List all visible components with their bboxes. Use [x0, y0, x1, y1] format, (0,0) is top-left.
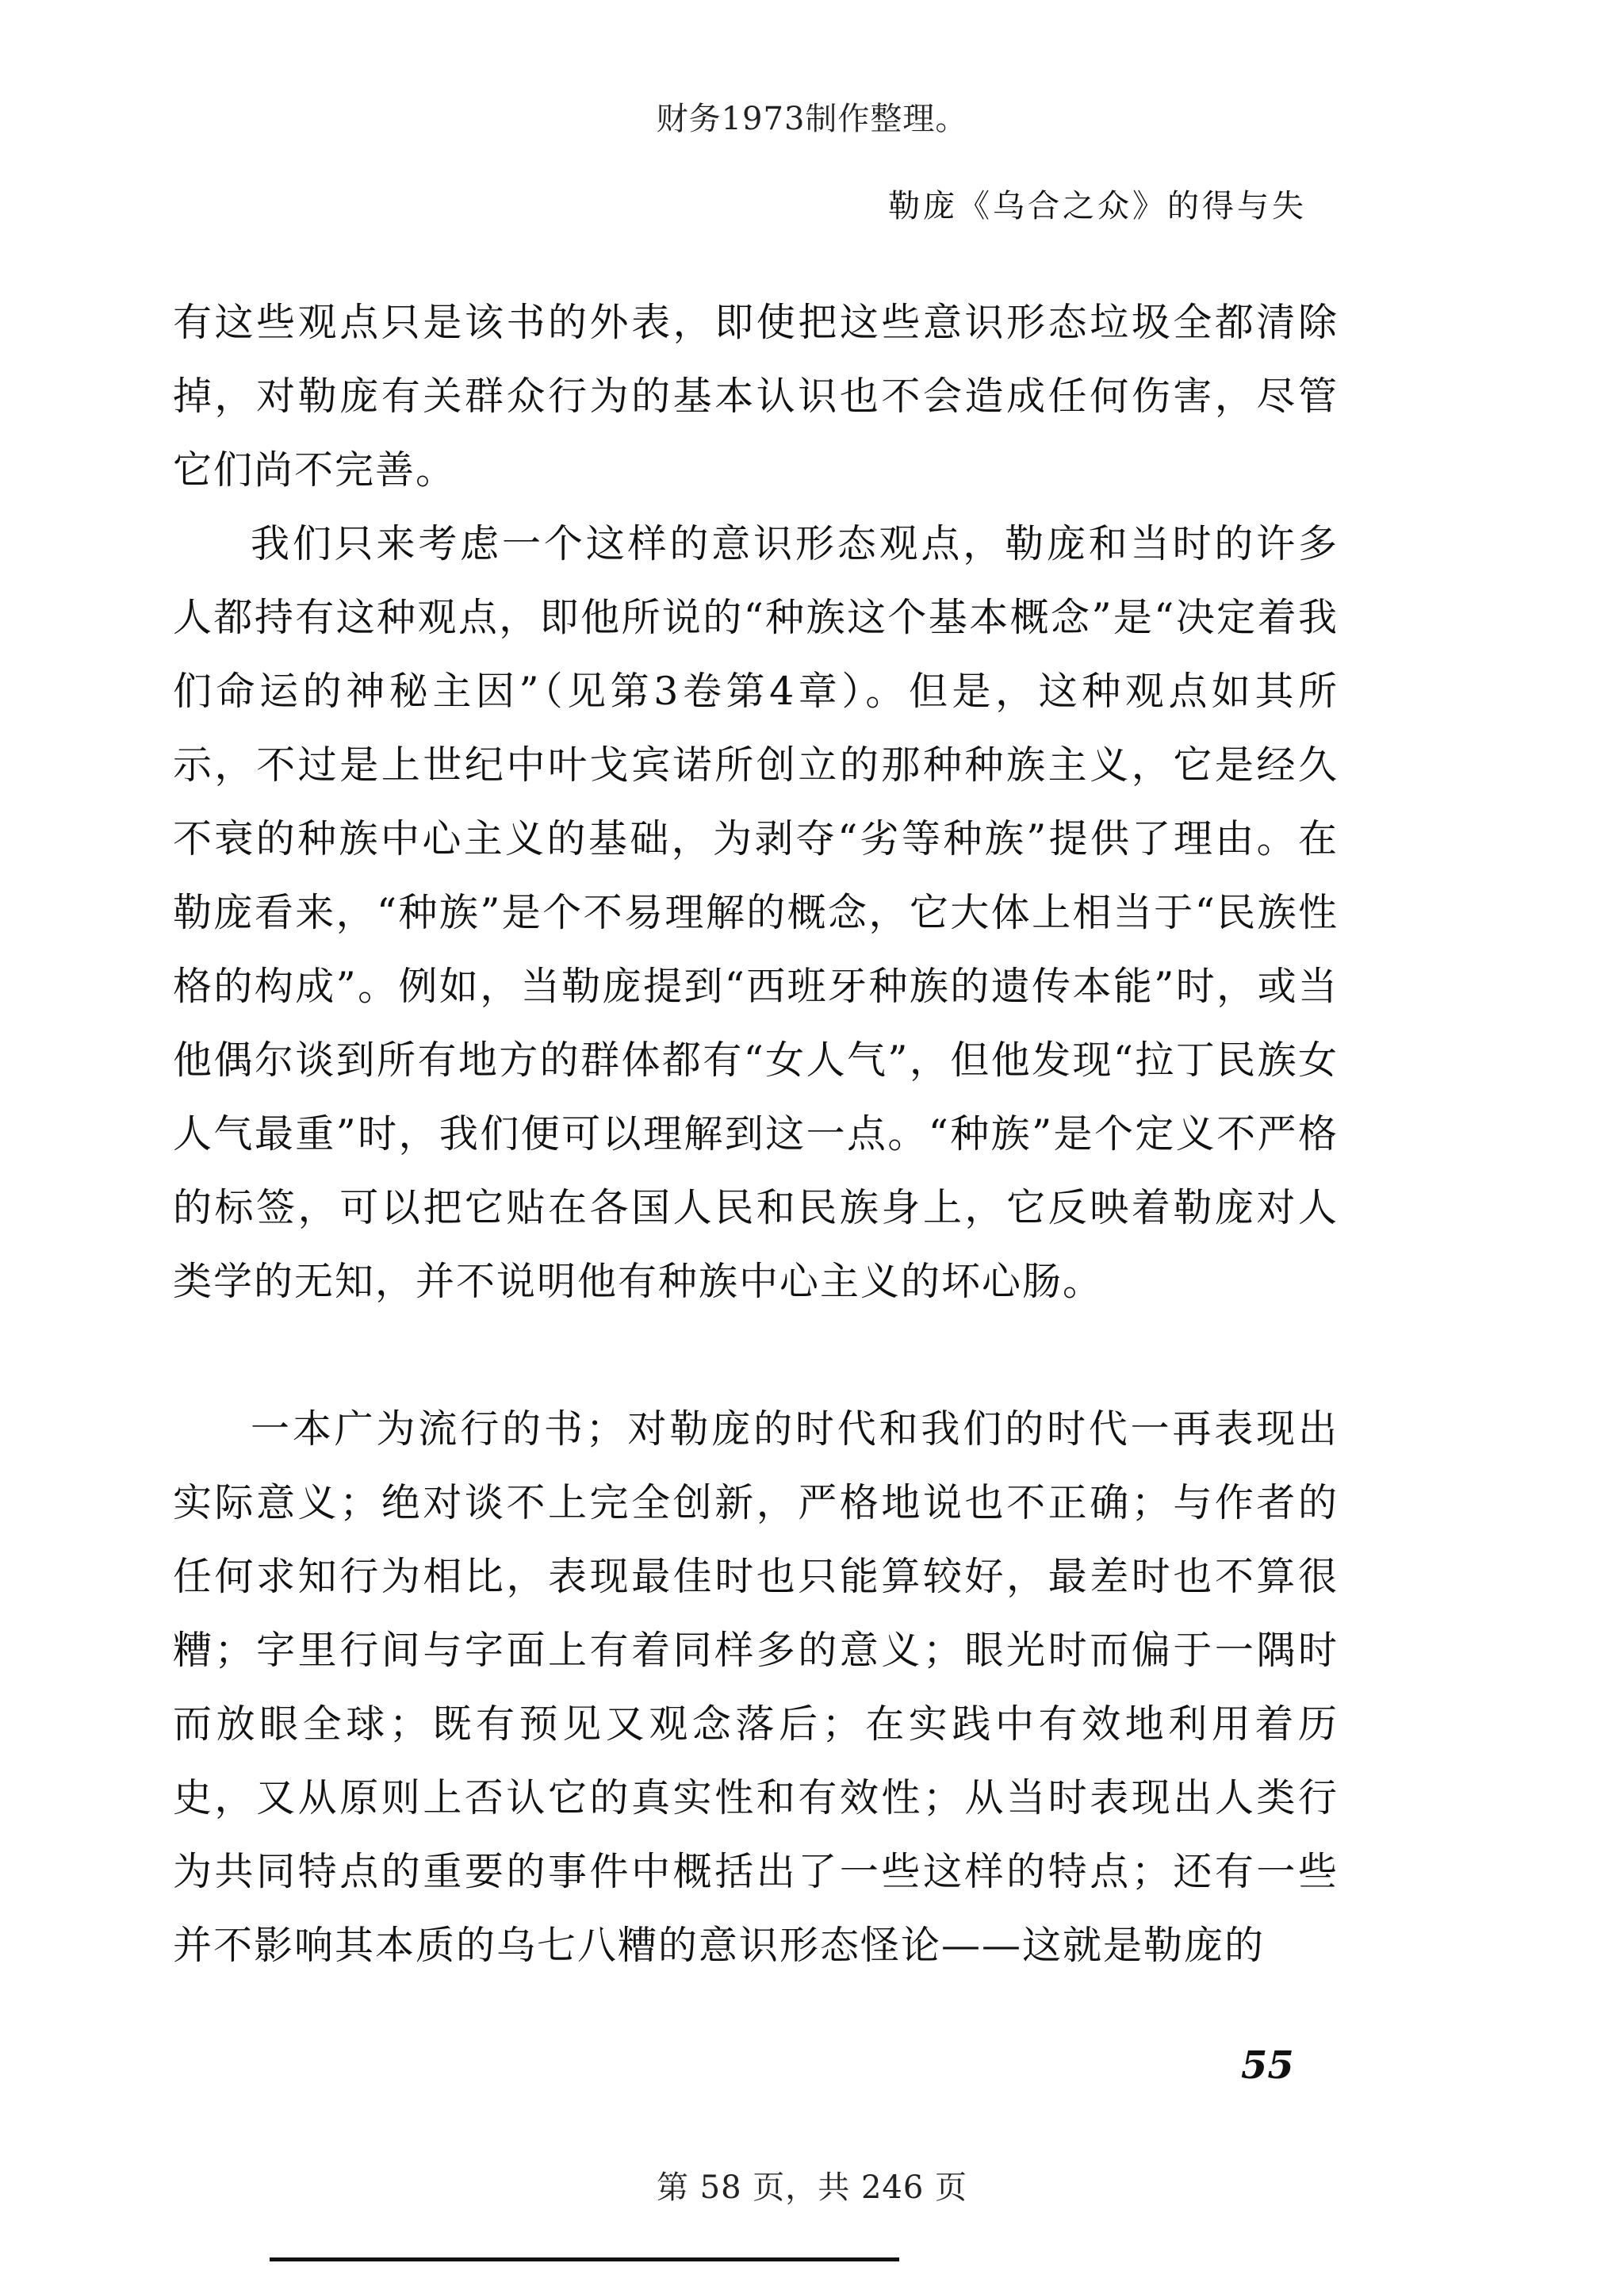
- running-header: 勒庞《乌合之众》的得与失: [888, 188, 1307, 224]
- page-number: 55: [1241, 2043, 1294, 2088]
- scan-artifact-dot: [793, 2257, 804, 2261]
- scan-artifact-dot: [888, 2257, 899, 2261]
- body-text: [173, 286, 1339, 1982]
- paragraph-continued: 有这些观点只是该书的外表，即使把这些意识形态垃圾全都清除掉，对勒庞有关群众行为的基本认识也不会造成任何伤害，尽管它们尚不完善。: [173, 300, 1339, 493]
- page-counter: 第 58 页，共 246 页: [656, 2169, 968, 2206]
- watermark-text: 财务1973制作整理。: [656, 101, 968, 137]
- paragraph: 我们只来考虑一个这样的意识形态观点，勒庞和当时的许多人都持有这种观点，即他所说的“种族这个基本概念”是“决定着我们命运的神秘主因”（见第3卷第4章）。但是，这种观点如其所示，不过是上世纪中叶戈宾诺所创立的那种种族主义，它是经久不衰的种族中心主义的基础，为剥夺“劣等种族”提供了理由。在勒庞看来，“种族”是个不易理解的概念，它大体上相当于“民族性格的构成”。例如，当勒庞提到“西班牙种族的遗传本能”时，或当他偶尔谈到所有地方的群体都有“女人气”，但他发现“拉丁民族女人气最重”时，我们便可以理解到这一点。“种族”是个定义不严格的标签，可以把它贴在各国人民和民族身上，它反映着勒庞对人类学的无知，并不说明他有种族中心主义的坏心肠。: [173, 521, 1339, 1304]
- paragraph: 一本广为流行的书；对勒庞的时代和我们的时代一再表现出实际意义；绝对谈不上完全创新，严格地说也不正确；与作者的任何求知行为相比，表现最佳时也只能算较好，最差时也不算很糟；字里行间与字面上有着同样多的意义；眼光时而偏于一隅时而放眼全球；既有预见又观念落后；在实践中有效地利用着历史，又从原则上否认它的真实性和有效性；从当时表现出人类行为共同特点的重要的事件中概括出了一些这样的特点；还有一些并不影响其本质的乌七八糟的意识形态怪论——这就是勒庞的: [173, 1406, 1339, 1968]
